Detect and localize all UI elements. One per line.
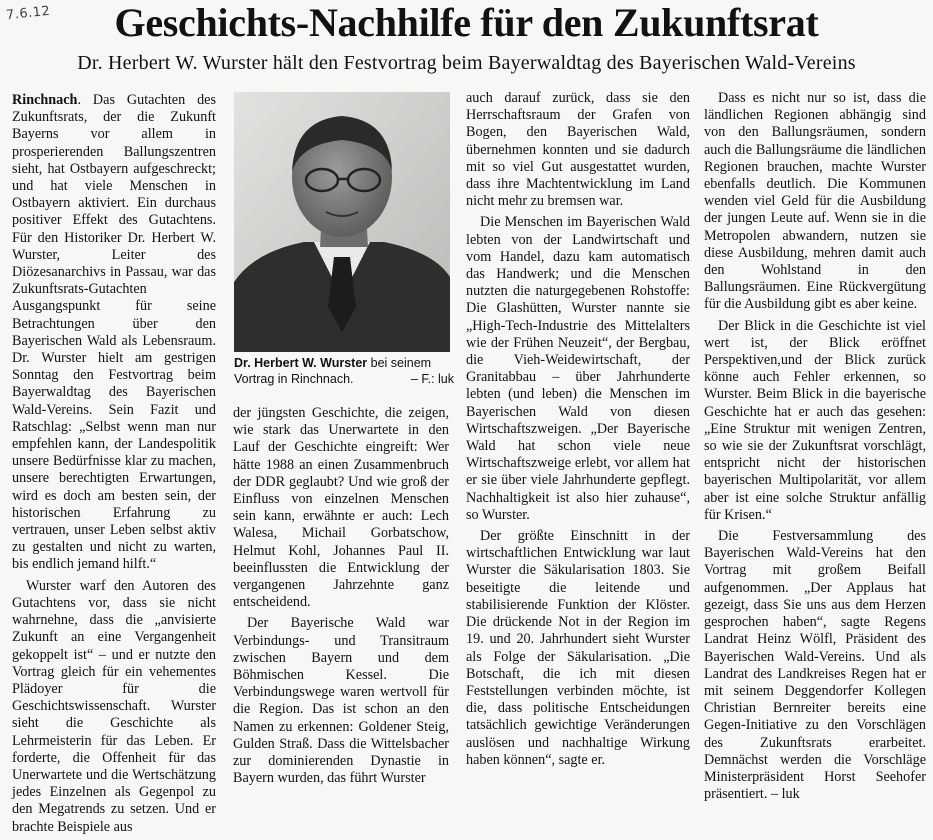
paragraph-text: . Das Gutachten des Zukunftsrats, der die Zukunft Bayerns vor allem in prosperierenden Ballungszentren sieht, hat Ostbayern aufgeschreckt; und hat viele Menschen in Ostbayern aktiviert. Ein durchaus positiver Effekt des Gutachtens. Für den Historiker Dr. Herbert W. Wurster, Leiter des Diözesanarchivs in Passau, war das Zukunftsrats-Gutachten Ausgangspunkt für seine Betrachtungen über den Bayerischen Wald als Lebensraum. Dr. Wurster hielt am gestrigen Sonntag den Festvortrag beim Bayerwaldtag des Bayerischen Wald-Vereins. Sein Fazit und Ratschlag: „Selbst wenn man nur empfehlen kann, der Landespolitik unsere Bedürfnisse klar zu machen, unsere berechtigten Erwartungen, wird es doch am besten sein, der historischen Erfahrung zu vertrauen, unser Leben selbst aktiv zu gestalten und nicht zu warten, bis endlich jemand hilft.“ [12, 92, 216, 573]
paragraph: Der Blick in die Geschichte ist viel wert ist, der Blick eröffnet Perspektiven,und der Blick zurück könne auch Fehler erkennen, so Wurster. Beim Blick in die bayerische Geschichte hat er auch das gesehen: „Eine Struktur mit wenigen Zentren, so wie sie der Zukunftsrat vorschlägt, entspricht nicht der historischen bayerischen Multipolarität, vor allem aber ist eine solche Struktur anfällig für Krisen.“ [704, 317, 926, 523]
paragraph: Wurster warf den Autoren des Gutachtens vor, dass sie nicht wahrnehne, dass die „anvisierte Zukunft an eine Vergangenheit gekoppelt ist“ – und er nutzte den Vortrag gleich für ein vehementes Plädoyer für die Geschichtswissenschaft. Wurster sieht die Geschichte als Lehrmeisterin für das Leben. Er forderte, die Offenheit für das Unerwartete und die Wertschätzung jedes Einzelnen als Gegenpol zu den Megatrends zu setzen. Und er brachte Beispiele aus [12, 577, 216, 835]
caption-credit: – F.: luk [410, 372, 454, 386]
article-column-4 [704, 90, 926, 807]
paragraph: der jüngsten Geschichte, die zeigen, wie stark das Unerwartete in den Lauf der Geschichte eingreift: Wer hätte 1988 an einen Zusammenbruch der DDR geglaubt? Und wie groß der Einfluss von einzelnen Menschen sein kann, erwähnte er auch: Lech Walesa, Michail Gorbatschow, Helmut Kohl, Johannes Paul II. beeinflussten die Entwicklung der vergangenen Jahrzehnte ganz entscheidend. [233, 405, 449, 611]
dateline: Rinchnach [12, 92, 78, 108]
handwritten-date: 7.6.12 [5, 3, 52, 24]
article-column-3 [466, 90, 690, 773]
paragraph: Der größte Einschnitt in der wirtschaftlichen Entwicklung war laut Wurster die Säkularisation 1803. Sie beseitigte die leitende und stabilisierende Funktion der Klöster. Die drückende Not in der Region im 19. und 20. Jahrhundert sieht Wurster als Folge der Säkularisation. „Die Botschaft, die ich mit diesen Feststellungen verbinden möchte, ist die, dass politische Entscheidungen tatsächlich gewichtige Veränderungen auslösen und nachhaltige Wirkung haben können“, sagte er. [466, 528, 690, 768]
paragraph: Die Menschen im Bayerischen Wald lebten von der Landwirtschaft und vom Handel, dazu kam automatisch das Handwerk; und die Menschen nutzten die naturgegebenen Rohstoffe: Die Glashütten, Wurster nannte sie „High-Tech-Industrie des Mittelalters wie der Frühen Neuzeit“, der Bergbau, die Vieh-Weidewirtschaft, der Granitabbau – über Jahrhunderte lebten (und leben) die Menschen im Bayerischen Wald von diesen Wirtschaftszweigen. „Der Bayerische Wald hat schon viele neue Wirtschaftszweige erlebt, vor allem hat er sie über viele Jahrhunderte gepflegt. Nachhaltigkeit ist also hier zuhause“, so Wurster. [466, 214, 690, 523]
paragraph: auch darauf zurück, dass sie den Herrschaftsraum der Grafen von Bogen, den Bayerischen Wald, übernehmen konnten und sie dadurch mit so viel Gut ausgestattet wurden, dass ihre Machtentwicklung im Land nicht mehr zu bremsen war. [466, 90, 690, 210]
subheadline: Dr. Herbert W. Wurster hält den Festvortrag beim Bayerwaldtag des Bayerischen Wald-Vereins [77, 52, 856, 74]
article-column-1 [12, 92, 216, 840]
paragraph: Dass es nicht nur so ist, dass die ländlichen Regionen abhängig sind von den Ballungsräumen, sondern auch die Ballungsräume die ländlichen Regionen brauchen, machte Wurster ebenfalls deutlich. Die Kommunen wenden viel Geld für die Ausbildung der jungen Leute auf. Wenn sie in die Metropolen abwandern, nutzen sie diese Ausbildung, mehren damit auch den Wohlstand in den Ballungsräumen. Eine Rückvergütung für die Ausbildung gibt es aber keine. [704, 90, 926, 313]
headline: Geschichts-Nachhilfe für den Zukunftsrat [114, 0, 819, 45]
caption-name: Dr. Herbert W. Wurster [234, 356, 368, 370]
paragraph: Die Festversammlung des Bayerischen Wald-Vereins hat den Vortrag mit großem Beifall aufgenommen. „Der Applaus hat gezeigt, dass Sie uns aus dem Herzen gesprochen haben“, sagte Regens Landrat Heinz Wölfl, Präsident des Bayerischen Wald-Vereins. Und als Landrat des Landkreises Regen hat er mit seinem Deggendorfer Kollegen Christian Bernreiter bereits eine Gegen-Initiative zu den Vorschlägen des Zukunftsrats erarbeitet. Demnächst werden die Vorschläge Ministerpräsident Horst Seehofer präsentiert. – luk [704, 528, 926, 803]
caption-text: bei seinem Vortrag in Rinchnach. [234, 356, 432, 386]
portrait-photo [234, 92, 450, 352]
paragraph: Der Bayerische Wald war Verbindungs- und Transitraum zwischen Bayern und dem Böhmischen Kessel. Die Verbindungswege waren wertvoll für die Region. Das ist schon an den Namen zu erkennen: Goldener Steig, Gulden Straß. Dass die Wittelsbacher zur dominierenden Dynastie in Bayern wurden, das führt Wurster [233, 615, 449, 787]
photo-caption [234, 355, 454, 387]
paragraph [12, 92, 216, 574]
article-column-2 [233, 405, 449, 791]
